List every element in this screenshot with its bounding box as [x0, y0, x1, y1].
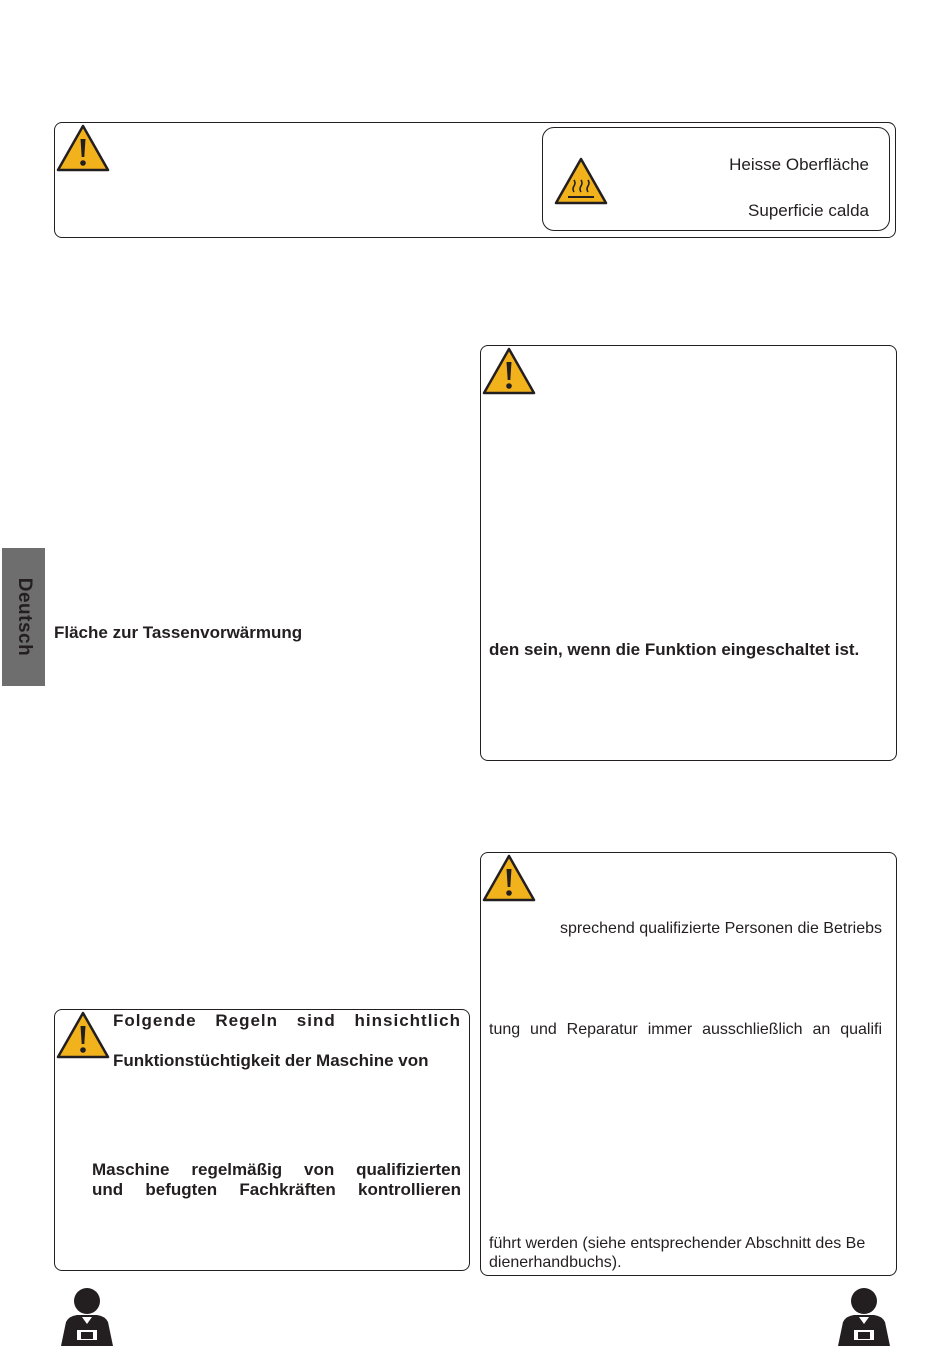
barista-icon	[55, 1286, 119, 1346]
qualified-text-line-2: tung und Reparatur immer ausschließlich an qualifi	[489, 1021, 882, 1038]
hot-surface-icon	[553, 156, 609, 206]
language-tab	[2, 548, 45, 686]
cup-warmer-warning-box	[480, 345, 897, 761]
rules-text-line-3: Maschine regelmäßig von qualifizierten	[92, 1160, 461, 1179]
cup-warmer-heading: Fläche zur Tassenvorwärmung	[54, 623, 303, 642]
warning-icon	[55, 1010, 111, 1060]
qualified-text-line-3: führt werden (siehe entsprechender Abschnitt des Be	[489, 1235, 866, 1252]
barista-icon	[832, 1286, 896, 1346]
hot-surface-warning-box	[54, 122, 896, 238]
qualified-personnel-warning-box	[480, 852, 897, 1276]
language-tab-label: Deutsch	[13, 577, 35, 657]
hot-surface-label-de: Heisse Oberfläche	[729, 155, 869, 174]
warning-icon	[481, 346, 537, 396]
hot-surface-label-it: Superficie calda	[748, 201, 869, 220]
qualified-text-line-1: sprechend qualifizierte Personen die Betriebs	[560, 920, 882, 937]
hot-surface-label-box	[542, 127, 890, 231]
rules-warning-box	[54, 1009, 470, 1271]
warning-icon	[481, 853, 537, 903]
cup-warmer-warning-text: den sein, wenn die Funktion eingeschaltet ist.	[489, 640, 860, 659]
rules-text-line-4: und befugten Fachkräften kontrollieren	[92, 1180, 461, 1199]
qualified-text-line-4: dienerhandbuchs).	[489, 1254, 622, 1271]
rules-text-line-2: Funktionstüchtigkeit der Maschine von	[113, 1051, 429, 1070]
rules-text-line-1: Folgende Regeln sind hinsichtlich	[113, 1011, 461, 1030]
warning-icon	[55, 123, 111, 173]
